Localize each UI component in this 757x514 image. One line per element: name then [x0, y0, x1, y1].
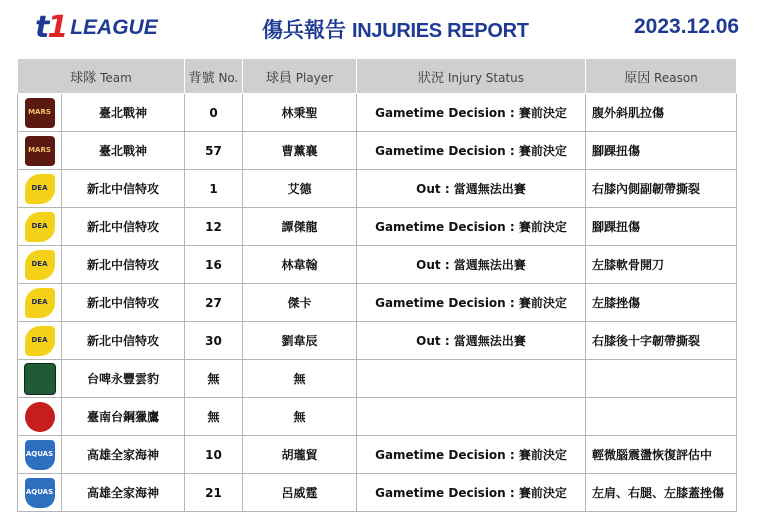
injury-status: Gametime Decision : 賽前決定 — [357, 132, 586, 170]
dea-logo-icon: DEA — [25, 174, 55, 204]
player-name: 曹薰襄 — [243, 132, 357, 170]
table-body — [18, 94, 737, 512]
injury-reason: 腳踝扭傷 — [586, 208, 737, 246]
table-row — [18, 360, 737, 398]
team-name: 臺南台鋼獵鷹 — [62, 398, 185, 436]
team-name: 高雄全家海神 — [62, 474, 185, 512]
player-name: 無 — [243, 360, 357, 398]
injury-status — [357, 360, 586, 398]
player-number: 16 — [185, 246, 243, 284]
report-header — [0, 0, 757, 58]
team-logo-cell — [18, 94, 62, 132]
player-number: 12 — [185, 208, 243, 246]
report-title-zh: 傷兵報告 — [262, 18, 346, 42]
injury-status: Gametime Decision : 賽前決定 — [357, 284, 586, 322]
dea-logo-icon: DEA — [25, 326, 55, 356]
player-name: 劉韋辰 — [243, 322, 357, 360]
player-name: 林秉聖 — [243, 94, 357, 132]
team-name: 新北中信特攻 — [62, 170, 185, 208]
injury-status — [357, 398, 586, 436]
team-name: 新北中信特攻 — [62, 322, 185, 360]
team-logo-cell — [18, 322, 62, 360]
team-name: 台啤永豐雲豹 — [62, 360, 185, 398]
injury-reason — [586, 398, 737, 436]
header-reason: 原因 Reason — [586, 59, 737, 94]
injury-reason: 輕微腦震盪恢復評估中 — [586, 436, 737, 474]
injury-reason: 右膝內側副韌帶撕裂 — [586, 170, 737, 208]
injury-status: Gametime Decision : 賽前決定 — [357, 94, 586, 132]
team-logo-cell — [18, 170, 62, 208]
table-row — [18, 284, 737, 322]
table-row — [18, 170, 737, 208]
team-name: 高雄全家海神 — [62, 436, 185, 474]
report-title-en: INJURIES REPORT — [352, 20, 529, 42]
injury-reason: 左膝軟骨開刀 — [586, 246, 737, 284]
player-name: 呂威霆 — [243, 474, 357, 512]
aquas-logo-icon: AQUAS — [25, 478, 55, 508]
team-logo-cell — [18, 398, 62, 436]
team-logo-cell — [18, 474, 62, 512]
league-wordmark: LEAGUE — [70, 16, 158, 39]
team-logo-cell — [18, 284, 62, 322]
player-number: 27 — [185, 284, 243, 322]
injury-reason: 左膝挫傷 — [586, 284, 737, 322]
mars-logo-icon: MARS — [25, 98, 55, 128]
t1-league-logo — [35, 10, 158, 46]
injury-status: Gametime Decision : 賽前決定 — [357, 474, 586, 512]
t1-mark-icon: t1 — [35, 10, 67, 45]
player-number: 10 — [185, 436, 243, 474]
dea-logo-icon: DEA — [25, 288, 55, 318]
team-name: 新北中信特攻 — [62, 284, 185, 322]
player-name: 傑卡 — [243, 284, 357, 322]
player-number: 無 — [185, 360, 243, 398]
player-name: 林韋翰 — [243, 246, 357, 284]
table-header-row — [18, 59, 737, 94]
player-name: 譚傑龍 — [243, 208, 357, 246]
injury-status: Gametime Decision : 賽前決定 — [357, 436, 586, 474]
dea-logo-icon: DEA — [25, 250, 55, 280]
report-title — [262, 14, 529, 44]
team-name: 新北中信特攻 — [62, 208, 185, 246]
report-date: 2023.12.06 — [634, 15, 740, 38]
header-status: 狀況 Injury Status — [357, 59, 586, 94]
player-name: 無 — [243, 398, 357, 436]
team-name: 臺北戰神 — [62, 132, 185, 170]
injury-reason: 左肩、右腿、左膝蓋挫傷 — [586, 474, 737, 512]
table-row — [18, 322, 737, 360]
injury-status: Out : 當週無法出賽 — [357, 246, 586, 284]
team-logo-cell — [18, 360, 62, 398]
player-name: 艾德 — [243, 170, 357, 208]
table-row — [18, 208, 737, 246]
player-number: 無 — [185, 398, 243, 436]
header-player: 球員 Player — [243, 59, 357, 94]
team-logo-cell — [18, 208, 62, 246]
injury-reason: 腹外斜肌拉傷 — [586, 94, 737, 132]
player-number: 57 — [185, 132, 243, 170]
injury-reason: 腳踝扭傷 — [586, 132, 737, 170]
header-team: 球隊 Team — [18, 59, 185, 94]
table-row — [18, 94, 737, 132]
header-number: 背號 No. — [185, 59, 243, 94]
injury-reason: 右膝後十字韌帶撕裂 — [586, 322, 737, 360]
ghosthawks-logo-icon — [25, 402, 55, 432]
team-logo-cell — [18, 436, 62, 474]
player-name: 胡瓏貿 — [243, 436, 357, 474]
table-row — [18, 246, 737, 284]
player-number: 1 — [185, 170, 243, 208]
leopards-logo-icon — [24, 363, 56, 395]
injury-reason — [586, 360, 737, 398]
team-name: 新北中信特攻 — [62, 246, 185, 284]
player-number: 0 — [185, 94, 243, 132]
injury-status: Out : 當週無法出賽 — [357, 322, 586, 360]
injury-status: Out : 當週無法出賽 — [357, 170, 586, 208]
injury-table — [17, 58, 737, 512]
mars-logo-icon: MARS — [25, 136, 55, 166]
table-row — [18, 398, 737, 436]
dea-logo-icon: DEA — [25, 212, 55, 242]
table-row — [18, 474, 737, 512]
injury-status: Gametime Decision : 賽前決定 — [357, 208, 586, 246]
table-row — [18, 132, 737, 170]
table-row — [18, 436, 737, 474]
team-logo-cell — [18, 132, 62, 170]
team-logo-cell — [18, 246, 62, 284]
aquas-logo-icon: AQUAS — [25, 440, 55, 470]
player-number: 21 — [185, 474, 243, 512]
player-number: 30 — [185, 322, 243, 360]
team-name: 臺北戰神 — [62, 94, 185, 132]
